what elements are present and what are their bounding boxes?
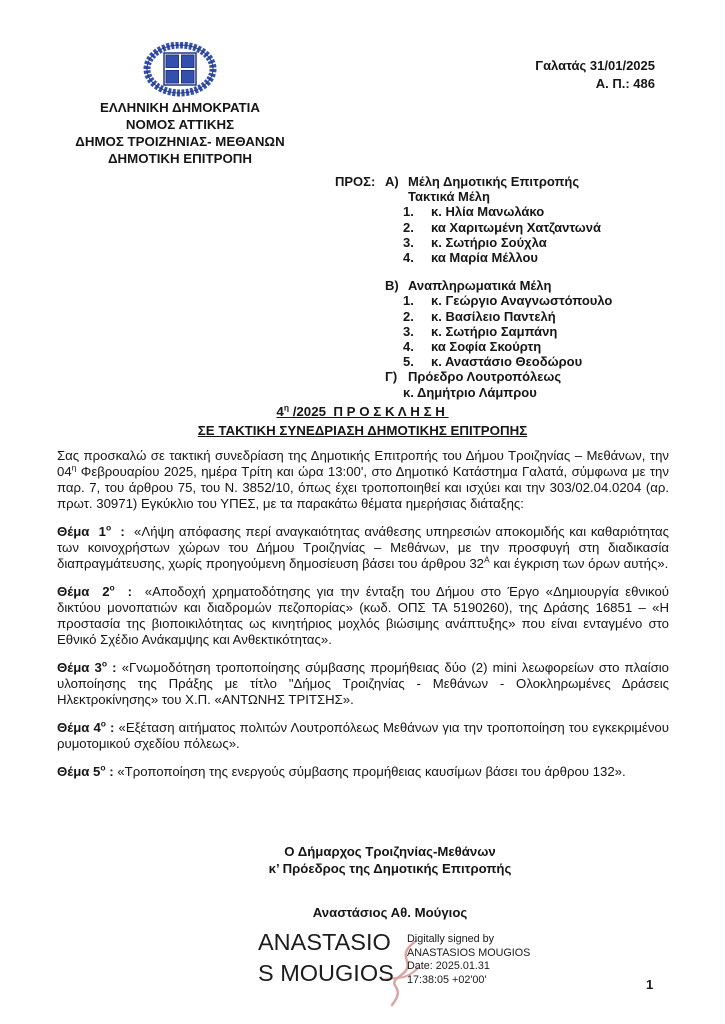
member-name: κ. Σωτήριο Σαμπάνη [431,323,558,339]
group-subtitle: Τακτικά Μέλη [408,189,490,205]
superscript: η [71,462,77,473]
recipient-member [403,204,612,219]
digital-signature-name [258,927,394,989]
recipient-member [403,220,612,235]
member-name: κα Χαριτωμένη Χατζαντωνά [431,219,601,235]
greek-emblem-icon [141,42,219,103]
topic-label: Θέμα $1^o$ : [57,522,135,539]
signature-detail-line: Digitally signed by [407,933,495,945]
topic-paragraph: Θέμα $1^o$ : «Λήψη απόφασης περί αναγκαιότητας ανάθεσης υπηρεσιών αποκομιδής και καθαριότητας των κοινοχρήστων χώρων του Δήμου Τροιζηνίας – Μεθάνων, με την προσφυγή στη διαδικασία διαπραγμάτευσης, χωρίς προηγούμενη δημοσίευση βάσει του άρθρου $32^A$ και έγκριση των όρων αυτής». [57,522,669,571]
digital-signature-name-line2: S MOUGIOS [258,960,394,986]
signatory-name: Αναστάσιος Αθ. Μούγιος [312,905,468,920]
org-line: ΔΗΜΟΣ ΤΡΟΙΖΗΝΙΑΣ- ΜΕΘΑΝΩΝ [75,134,285,149]
group-letter: Α) [385,174,399,189]
topic-label-sup: ο [100,762,106,773]
member-number: 4. [403,250,414,266]
signature-detail-line: ANASTASIOS MOUGIOS [407,946,531,959]
member-name: κ. Ηλία Μανωλάκο [431,204,545,220]
recipient-group-head [385,369,612,384]
member-number: 1. [403,204,414,220]
topic-paragraph: Θέμα $2^o$ : «Αποδοχή χρηματοδότησης για την ένταξη του Δήμου στο Έργο «Δημιουργία εθνικού δικτύου μονοπατιών και διαδρομών πεζοπορίας» (κωδ. ΟΠΣ ΤΑ 5190260), της Δράσης 16851 – «Η προστασία της βιοποικιλότητας ως κινητήριος μοχλός βιώσιμης ανάπτυξης» που είναι ενταγμένο στο Εθνικό Σχέδιο Ανάκαμψης και Ανθεκτικότητας». [57,582,670,647]
member-name: κ. Βασίλειο Παντελή [431,308,556,324]
recipient-member [403,339,612,354]
title-number: 4 [276,404,284,419]
member-number: 5. [403,354,414,370]
topic-label: Θέμα $5^o$ : [57,762,118,779]
org-line: ΝΟΜΟΣ ΑΤΤΙΚΗΣ [125,117,235,132]
recipient-member [403,385,612,400]
title-line1 [0,402,725,421]
recipient-member [403,324,612,339]
page-number: 1 [646,977,654,992]
title-line2: ΣΕ ΤΑΚΤΙΚΗ ΣΥΝΕΔΡΙΑΣΗ ΔΗΜΟΤΙΚΗΣ ΕΠΙΤΡΟΠΗΣ [197,423,528,438]
org-lines [55,99,305,167]
recipient-group [385,278,612,369]
superscript: Α [483,554,490,565]
topic-paragraph: Θέμα $3^o$ : «Γνωμοδότηση τροποποίησης σύμβασης προμήθειας δύο (2) mini λεωφορείων στο πλαίσιο υλοποίησης της Πράξης με τίτλο "Δήμος Τροιζηνίας - Μεθάνων - Ολοκληρωμένες Δράσεις Ηλεκτροκίνησης» του Χ.Π. «ΑΝΤΩΝΗΣ ΤΡΙΤΣΗΣ». [57,658,669,707]
member-name: κ. Αναστάσιο Θεοδώρου [431,354,583,370]
title-number-sup: η [283,402,290,413]
date-place: Γαλατάς 31/01/2025 [535,58,655,73]
intro-paragraph: Σας προσκαλώ σε τακτική συνεδρίαση της Δημοτικής Επιτροπής του Δήμου Τροιζηνίας – Μεθάνων, την $04^\eta$ Φεβρουαρίου 2025, ημέρα Τρίτη και ώρα 13:00', στο Δημοτικό Κατάστημα Γαλατά, σύμφωνα με την παρ. 7, του άρθρου 75, του Ν. 3852/10, όπως έχει τροποποιηθεί και ισχύει και την 303/02.04.0204 (αρ. πρωτ. 30971) Εγκύκλιο του ΥΠΕΣ, με τα παρακάτω θέματα ημερήσιας διάταξης: [57,448,669,511]
closing-title-line2: κ’ Πρόεδρος της Δημοτικής Επιτροπής [268,861,512,876]
recipient-member [403,309,612,324]
topic-label: Θέμα $2^o$ : [57,582,145,599]
topic-label-sup: ο [105,522,112,533]
date-protocol-block [535,57,655,93]
topic-paragraph: Θέμα $5^o$ : «Τροποποίηση της ενεργούς σύμβασης προμήθειας καυσίμων βάσει του άρθρου 132». [57,762,626,779]
member-number: 3. [403,234,414,250]
org-line: ΔΗΜΟΤΙΚΗ ΕΠΙΤΡΟΠΗ [108,151,252,166]
recipients-label: ΠΡΟΣ: [335,174,376,189]
document-body [57,448,669,792]
topic-paragraph: Θέμα $4^o$ : «Εξέταση αιτήματος πολιτών Λουτροπόλεως Μεθάνων για την τροποποίηση του εγκεκριμένου ρυμοτομικού σχεδίου πόλεως». [57,718,669,751]
group-letter: Γ) [385,369,398,385]
recipient-groups [385,174,612,400]
recipient-member [403,235,612,250]
document-title [0,402,725,440]
group-title: Μέλη Δημοτικής Επιτροπής [408,174,580,189]
member-number: 2. [403,219,414,235]
recipients-block [335,174,612,400]
topic-label-sup: ο [101,658,108,669]
recipient-group-head [385,174,612,189]
member-number: 2. [403,308,414,324]
member-name: κ. Σωτήριο Σούχλα [431,234,547,250]
recipient-group [385,174,612,265]
recipient-group-head [385,278,612,293]
protocol-number: Α. Π.: 486 [595,76,655,91]
org-line: ΕΛΛΗΝΙΚΗ ΔΗΜΟΚΡΑΤΙΑ [100,100,260,115]
group-letter: Β) [385,278,399,294]
recipient-member [403,250,612,265]
signature-detail-line: 17:38:05 +02'00' [407,973,487,986]
member-name: κ. Δημήτριο Λάμπρου [403,384,537,400]
recipient-group [385,369,612,399]
topics [57,524,669,780]
member-name: κα Μαρία Μέλλου [431,250,539,266]
recipient-member [403,293,612,308]
title-word: /2025 Π Ρ Ο Σ Κ Λ Η Σ Η [289,404,449,419]
member-name: κ. Γεώργιο Αναγνωστόπουλο [431,293,613,309]
group-title: Αναπληρωματικά Μέλη [408,278,552,294]
member-number: 3. [403,323,414,339]
closing-title-line1: Ο Δήμαρχος Τροιζηνίας-Μεθάνων [284,844,496,859]
closing-block [170,843,610,921]
group-title: Πρόεδρο Λουτροπόλεως [408,369,562,385]
topic-label: Θέμα $3^o$ : [57,658,122,675]
topic-label-sup: ο [100,718,106,729]
member-number: 4. [403,339,414,355]
signature-details [407,933,530,987]
signature-detail-line: Date: 2025.01.31 [407,960,490,973]
topic-label-sup: ο [109,582,115,593]
digital-signature-name-line1: ANASTASIO [258,929,391,955]
topic-label: Θέμα $4^o$ : [57,718,119,735]
member-number: 1. [403,293,414,309]
recipient-member [403,354,612,369]
member-name: κα Σοφία Σκούρτη [431,339,542,355]
